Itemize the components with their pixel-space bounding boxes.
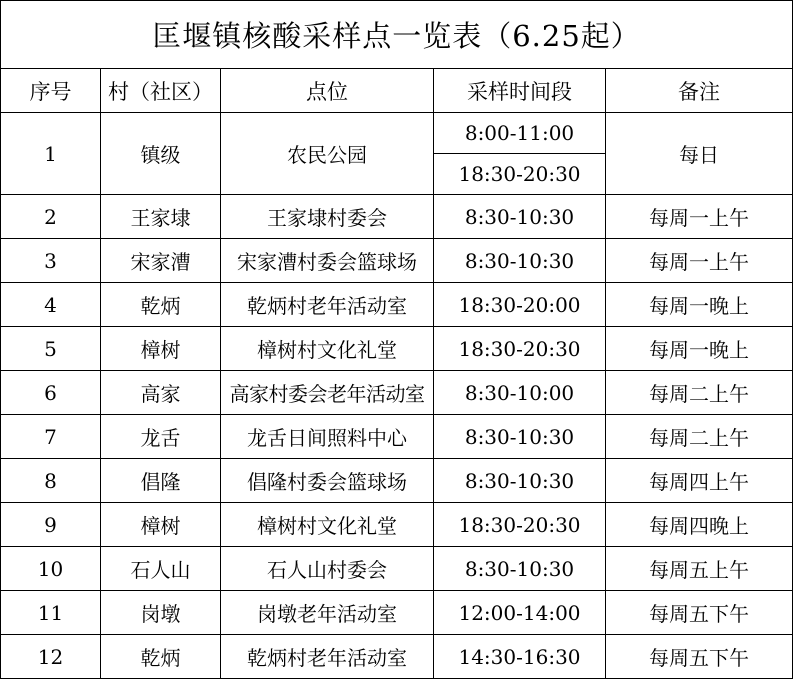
cell-index: 11 <box>1 591 101 635</box>
table-row <box>1 503 793 547</box>
table-row <box>1 283 793 327</box>
cell-location: 高家村委会老年活动室 <box>221 371 434 415</box>
table-row <box>1 547 793 591</box>
cell-note: 每周一晚上 <box>606 283 793 327</box>
cell-note: 每周四上午 <box>606 459 793 503</box>
cell-location: 岗墩老年活动室 <box>221 591 434 635</box>
cell-time: 8:30-10:30 <box>434 459 606 503</box>
cell-location: 龙舌日间照料中心 <box>221 415 434 459</box>
cell-note: 每周一上午 <box>606 239 793 283</box>
cell-time-morning: 8:00-11:00 <box>434 113 606 154</box>
cell-village: 樟树 <box>101 327 221 371</box>
cell-time: 8:30-10:00 <box>434 371 606 415</box>
cell-location: 王家埭村委会 <box>221 195 434 239</box>
cell-location: 石人山村委会 <box>221 547 434 591</box>
table-row <box>1 591 793 635</box>
header-time: 采样时间段 <box>434 69 606 113</box>
cell-time: 12:00-14:00 <box>434 591 606 635</box>
cell-location: 乾炳村老年活动室 <box>221 283 434 327</box>
rows-body <box>1 195 793 679</box>
cell-index: 8 <box>1 459 101 503</box>
cell-note: 每周二上午 <box>606 415 793 459</box>
cell-note: 每周二上午 <box>606 371 793 415</box>
cell-time-evening: 18:30-20:30 <box>434 154 606 195</box>
cell-village: 龙舌 <box>101 415 221 459</box>
cell-time: 8:30-10:30 <box>434 415 606 459</box>
cell-index: 2 <box>1 195 101 239</box>
table-row <box>1 459 793 503</box>
cell-village: 岗墩 <box>101 591 221 635</box>
cell-index: 10 <box>1 547 101 591</box>
cell-village: 乾炳 <box>101 635 221 679</box>
cell-note: 每周一晚上 <box>606 327 793 371</box>
cell-location: 乾炳村老年活动室 <box>221 635 434 679</box>
cell-time: 8:30-10:30 <box>434 195 606 239</box>
cell-village: 樟树 <box>101 503 221 547</box>
cell-note: 每周五下午 <box>606 635 793 679</box>
table-row <box>1 113 793 154</box>
cell-time: 18:30-20:30 <box>434 503 606 547</box>
header-note: 备注 <box>606 69 793 113</box>
cell-village: 宋家漕 <box>101 239 221 283</box>
table-title: 匡堰镇核酸采样点一览表（6.25起） <box>1 1 793 69</box>
cell-time: 8:30-10:30 <box>434 239 606 283</box>
cell-index: 9 <box>1 503 101 547</box>
cell-index: 1 <box>1 113 101 195</box>
cell-index: 3 <box>1 239 101 283</box>
cell-index: 4 <box>1 283 101 327</box>
cell-time: 18:30-20:00 <box>434 283 606 327</box>
cell-note: 每日 <box>606 113 793 195</box>
cell-location: 樟树村文化礼堂 <box>221 503 434 547</box>
table-row <box>1 635 793 679</box>
cell-index: 6 <box>1 371 101 415</box>
cell-village: 石人山 <box>101 547 221 591</box>
cell-index: 5 <box>1 327 101 371</box>
cell-location: 樟树村文化礼堂 <box>221 327 434 371</box>
header-index: 序号 <box>1 69 101 113</box>
cell-location: 农民公园 <box>221 113 434 195</box>
cell-index: 12 <box>1 635 101 679</box>
cell-location: 倡隆村委会篮球场 <box>221 459 434 503</box>
cell-index: 7 <box>1 415 101 459</box>
cell-note: 每周五上午 <box>606 547 793 591</box>
cell-note: 每周一上午 <box>606 195 793 239</box>
table-row <box>1 195 793 239</box>
table-row <box>1 239 793 283</box>
header-village: 村（社区） <box>101 69 221 113</box>
cell-location: 宋家漕村委会篮球场 <box>221 239 434 283</box>
cell-time: 8:30-10:30 <box>434 547 606 591</box>
title-row <box>1 1 793 69</box>
cell-village: 王家埭 <box>101 195 221 239</box>
cell-note: 每周五下午 <box>606 591 793 635</box>
table-row <box>1 415 793 459</box>
cell-village: 高家 <box>101 371 221 415</box>
cell-village: 倡隆 <box>101 459 221 503</box>
table-row <box>1 371 793 415</box>
cell-time: 18:30-20:30 <box>434 327 606 371</box>
cell-village: 乾炳 <box>101 283 221 327</box>
cell-village: 镇级 <box>101 113 221 195</box>
cell-time: 14:30-16:30 <box>434 635 606 679</box>
cell-note: 每周四晚上 <box>606 503 793 547</box>
header-row <box>1 69 793 113</box>
table-row <box>1 327 793 371</box>
header-location: 点位 <box>221 69 434 113</box>
